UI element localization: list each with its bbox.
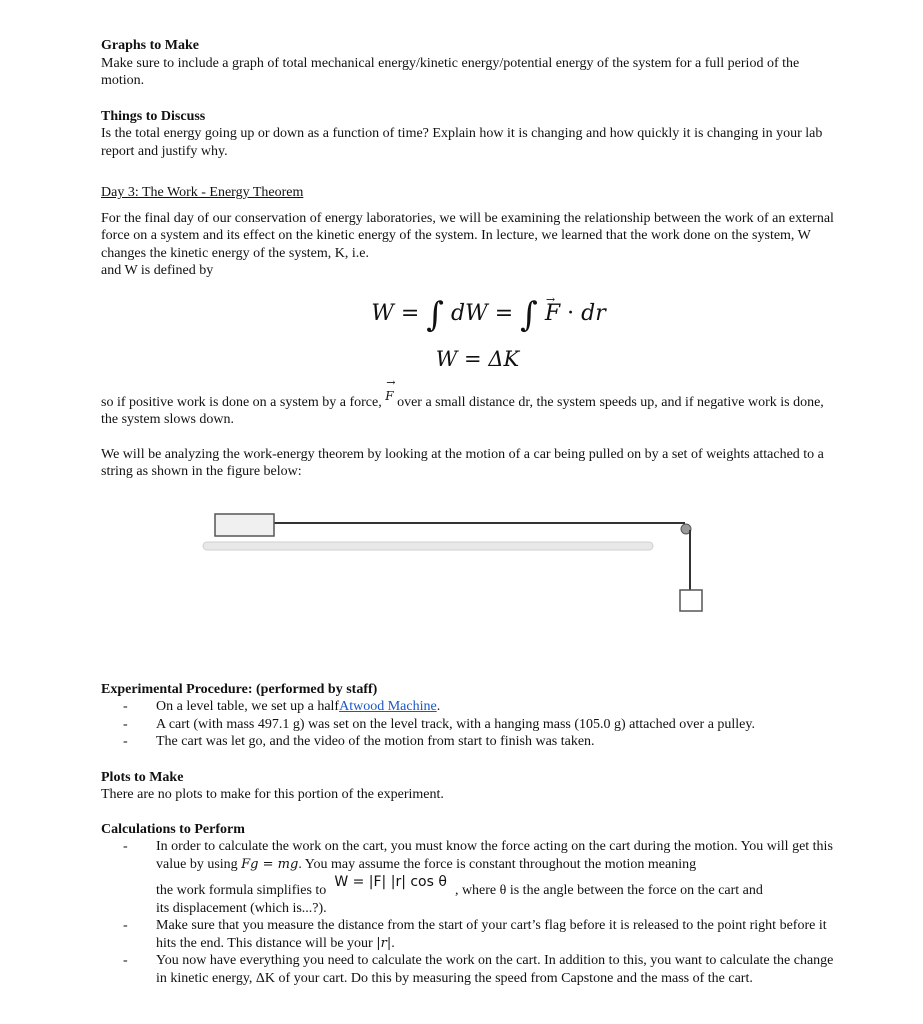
work-energy-equation: W = ΔK [435, 346, 520, 371]
calc-section [101, 821, 836, 988]
dot-operator: · [567, 300, 575, 326]
discuss-text: Is the total energy going up or down as a function of time? Explain how it is changing and how quickly it is changing in your lab report and justify why. [101, 126, 823, 159]
procedure-item [101, 698, 836, 716]
plots-section [101, 769, 836, 804]
displacement-magnitude: |r| [376, 935, 392, 951]
calc-heading: Calculations to Perform [101, 821, 245, 837]
graphs-section [101, 37, 836, 90]
calc-list [101, 838, 836, 987]
integral-sign: ∫ [426, 294, 445, 335]
work-integral-equation [101, 288, 836, 340]
atwood-machine-link[interactable]: Atwood Machine [339, 699, 437, 714]
simplified-work-formula: W = |F| |r| cos θ [334, 874, 447, 890]
graphs-heading: Graphs to Make [101, 38, 199, 53]
so-if-text [101, 388, 836, 429]
work-formula-line [156, 874, 836, 900]
track [203, 542, 653, 550]
force-symbol: F → [385, 388, 393, 406]
plots-text: There are no plots to make for this portion of the experiment. [101, 787, 444, 802]
calc-item [101, 838, 836, 917]
procedure-list [101, 698, 836, 751]
calc-item2-b: . [391, 935, 395, 951]
calc-item1-d: , where θ is the angle between the force on the cart and [454, 883, 763, 898]
calc-item1-c: the work formula simplifies to [156, 883, 327, 898]
graphs-text: Make sure to include a graph of total mechanical energy/kinetic energy/potential energy of the system for a full period of the motion. [101, 55, 800, 88]
force-vector: F → [545, 288, 560, 340]
eq-dr: dr [581, 300, 606, 326]
procedure-item: - A cart (with mass 497.1 g) was set on the level track, with a hanging mass (105.0 g) attached over a pulley. [101, 716, 836, 734]
plots-heading: Plots to Make [101, 769, 184, 785]
hanging-mass [680, 590, 702, 611]
calc-item1-a: In order to calculate the work on the cart, you must know the force acting on the cart during the motion. You will get this value by using [156, 839, 833, 872]
discuss-heading: Things to Discuss [101, 108, 206, 124]
document-page [101, 37, 836, 987]
eq-dw: dW = [451, 300, 514, 326]
analyze-text: We will be analyzing the work-energy theorem by looking at the motion of a car being pulled on by a set of weights attached to a string as shown in the figure below: [101, 446, 824, 479]
day3-intro: For the final day of our conservation of energy laboratories, we will be examining the relationship between the work of an external force on a system and its effect on the kinetic energy of the system. In lecture, we learned that the work done on the system, W changes the kinetic energy of the system, K, i.e. [101, 210, 834, 261]
cart [215, 514, 274, 536]
calc-item2-a: Make sure that you measure the distance from the start of your cart’s flag before it is released to the point right before it hits the end. This distance will be your [156, 918, 827, 951]
procedure-heading: Experimental Procedure: (performed by staff) [101, 681, 378, 697]
calc-item1-e: its displacement (which is...?). [156, 900, 327, 916]
day3-title: Day 3: The Work - Energy Theorem [101, 185, 304, 200]
day3-defined: and W is defined by [101, 263, 214, 278]
procedure-item: - The cart was let go, and the video of the motion from start to finish was taken. [101, 733, 836, 751]
procedure-item1-suffix: . [436, 699, 441, 714]
discuss-section [101, 108, 836, 161]
procedure-section [101, 681, 836, 751]
atwood-diagram [101, 511, 836, 661]
calc-item: - You now have everything you need to calculate the work on the cart. In addition to this, you want to calculate the change in kinetic energy, ΔK of your cart. Do this by measuring the speed from Capstone and the mass of the cart. [101, 952, 836, 987]
atwood-figure [101, 511, 836, 661]
integral-sign: ∫ [520, 294, 538, 335]
gravity-force-formula: Fg = mg [241, 856, 299, 872]
eq-lhs: W = [371, 300, 420, 326]
so-if-part2: over a small distance dr, the system speeds up, and if negative work is done, the system slows down. [101, 394, 824, 427]
calc-item1-b: . You may assume the force is constant throughout the motion meaning [298, 856, 697, 872]
procedure-item1-prefix: On a level table, we set up a half [156, 699, 340, 714]
calc-item [101, 917, 836, 952]
so-if-part1: so if positive work is done on a system by a force, [101, 394, 382, 410]
